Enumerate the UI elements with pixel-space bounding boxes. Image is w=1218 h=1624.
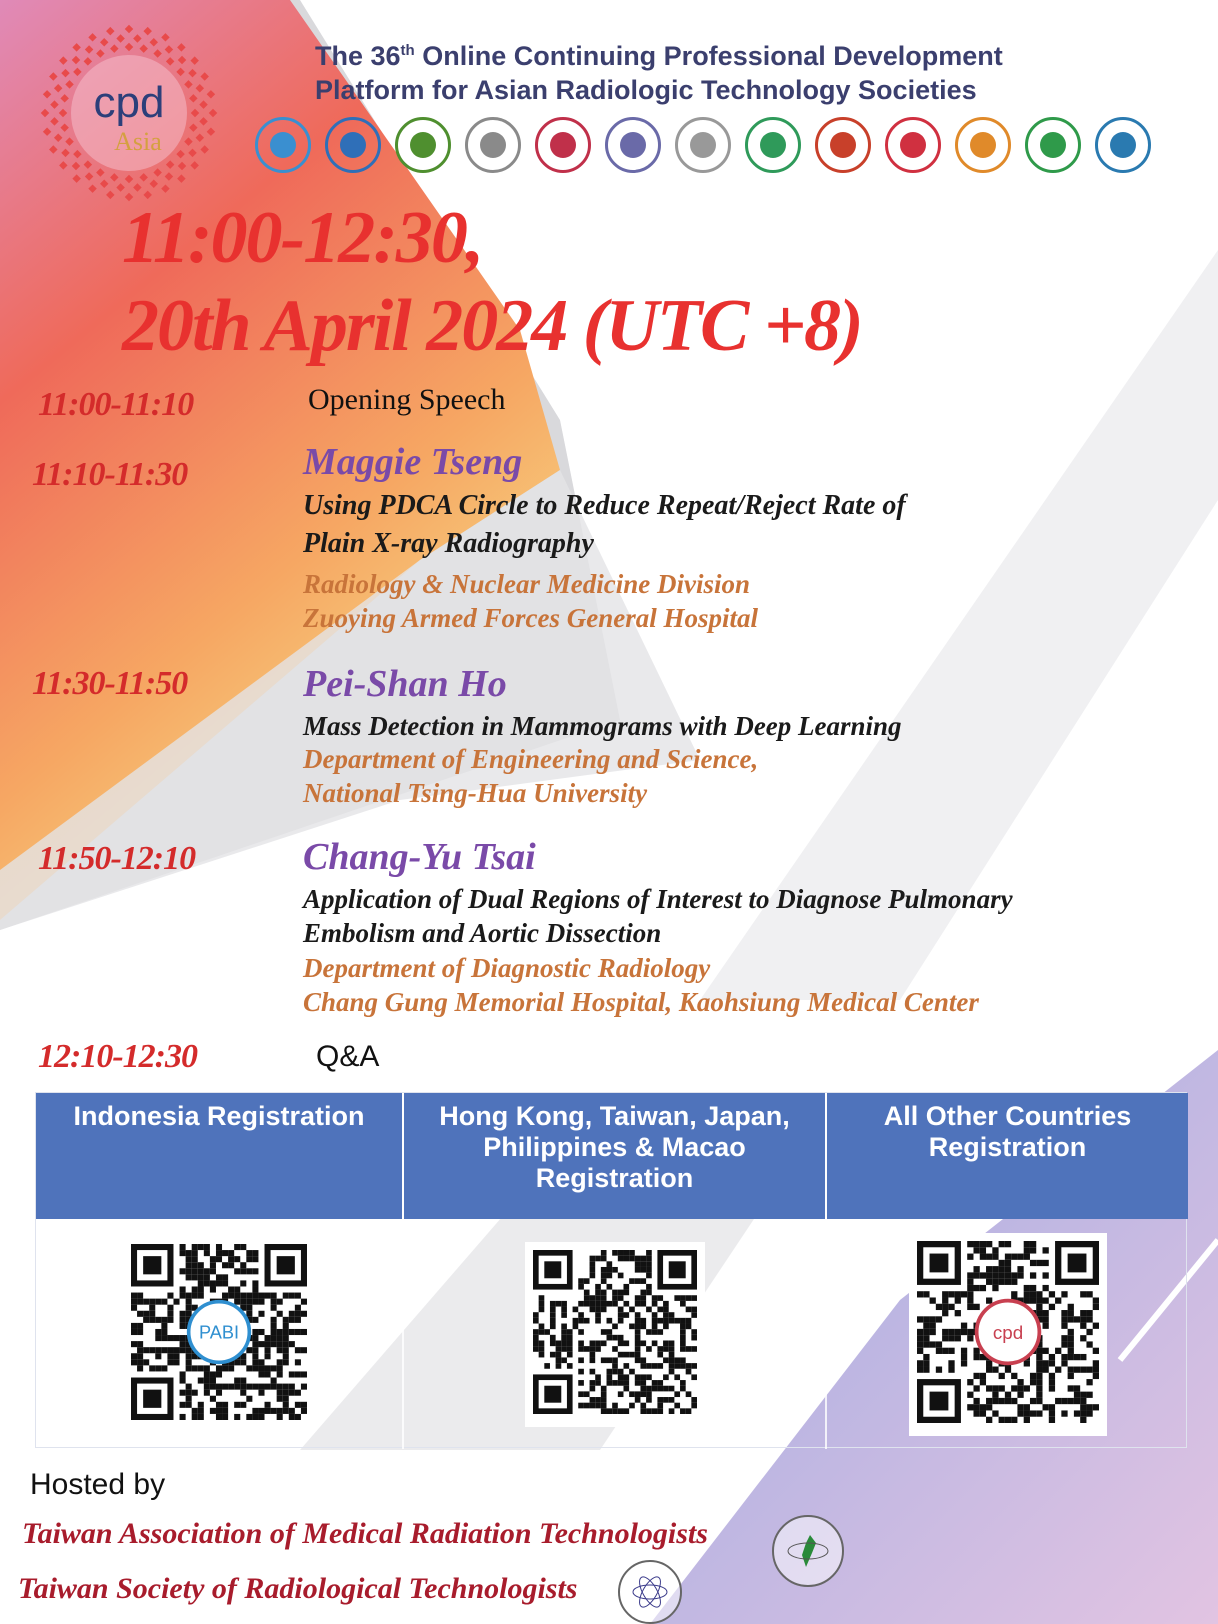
society-logo-icon	[325, 117, 381, 173]
talk-title: Application of Dual Regions of Interest to Diagnose Pulmonary Embolism and Aortic Dissection	[303, 884, 1013, 948]
society-logo-icon	[395, 117, 451, 173]
host-organization: Taiwan Society of Radiological Technologists	[18, 1572, 578, 1605]
society-logo-icon	[255, 117, 311, 173]
title-line-2: Platform for Asian Radiologic Technology Societies	[315, 75, 977, 105]
society-logo-icon	[1095, 117, 1151, 173]
speaker-name: Chang-Yu Tsai	[303, 836, 536, 878]
speaker-name: Maggie Tseng	[303, 441, 523, 483]
speaker-name: Pei-Shan Ho	[303, 663, 507, 705]
page-title	[315, 34, 1003, 107]
host-organization: Taiwan Association of Medical Radiation Technologists	[22, 1517, 708, 1550]
talk-title: Mass Detection in Mammograms with Deep Learning	[303, 711, 902, 741]
speaker-affiliation: Department of Engineering and Science, National Tsing-Hua University	[303, 744, 759, 808]
qr-code-indonesia[interactable]	[123, 1236, 315, 1433]
society-logo-icon	[605, 117, 661, 173]
tsrt-seal-icon	[618, 1560, 682, 1624]
society-logos-row	[255, 117, 1151, 173]
svg-text:PABI: PABI	[198, 1322, 240, 1343]
hosted-by-label: Hosted by	[30, 1468, 166, 1501]
logo-subtext: Asia	[114, 127, 162, 156]
registration-heading-other: All Other Countries Registration	[827, 1093, 1188, 1219]
registration-table	[35, 1092, 1187, 1448]
title-line-1: The 36th Online Continuing Professional Development	[315, 41, 1003, 71]
society-logo-icon	[465, 117, 521, 173]
society-logo-icon	[535, 117, 591, 173]
schedule-label: Q&A	[316, 1040, 380, 1073]
speaker-affiliation: Radiology & Nuclear Medicine Division Zuoying Armed Forces General Hospital	[303, 569, 759, 633]
tamrt-seal-icon	[772, 1515, 844, 1587]
registration-heading-indonesia: Indonesia Registration	[36, 1093, 404, 1219]
schedule-time: 11:30-11:50	[32, 665, 188, 702]
registration-heading-hk-tw-jp-ph-mo: Hong Kong, Taiwan, Japan, Philippines & Macao Registration	[404, 1093, 827, 1219]
society-logo-icon	[955, 117, 1011, 173]
schedule-time: 11:50-12:10	[38, 840, 196, 877]
society-logo-icon	[885, 117, 941, 173]
society-logo-icon	[815, 117, 871, 173]
talk-title: Using PDCA Circle to Reduce Repeat/Reject Rate of Plain X-ray Radiography	[303, 490, 906, 559]
qr-code-hk-tw-jp-ph-mo[interactable]	[525, 1242, 705, 1427]
svg-text:cpd: cpd	[992, 1321, 1023, 1343]
event-time-range: 11:00-12:30,	[122, 197, 483, 279]
qr-code-other-countries[interactable]	[909, 1233, 1107, 1436]
society-logo-icon	[1025, 117, 1081, 173]
speaker-affiliation: Department of Diagnostic Radiology Chang Gung Memorial Hospital, Kaohsiung Medical Center	[303, 953, 979, 1017]
schedule-label: Opening Speech	[308, 383, 506, 416]
schedule-time: 12:10-12:30	[38, 1038, 197, 1075]
logo-text: cpd	[93, 78, 165, 127]
society-logo-icon	[675, 117, 731, 173]
society-logo-icon	[745, 117, 801, 173]
event-date: 20th April 2024 (UTC +8)	[122, 285, 862, 367]
schedule-time: 11:10-11:30	[32, 456, 188, 493]
cpd-asia-logo	[38, 22, 220, 204]
schedule-time: 11:00-11:10	[38, 386, 194, 423]
